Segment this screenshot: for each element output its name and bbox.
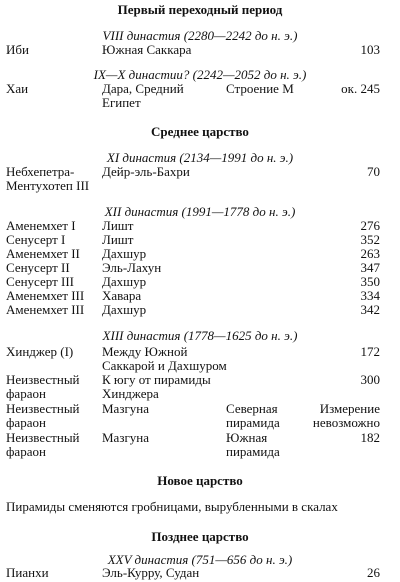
pyramid-location: Дахшур: [102, 302, 147, 317]
pyramid-location: Мазгуна: [102, 401, 150, 416]
pyramid-value: 276: [360, 218, 380, 233]
dynasty-heading-8: VIII династия (2280—2242 до н. э.): [102, 28, 298, 43]
dynasty-heading-13: XIII династия (1778—1625 до н. э.): [102, 328, 298, 343]
pyramid-location: Эль-Лахун: [102, 260, 162, 275]
dynasty-heading-9-10: IX—X династии? (2242—2052 до н. э.): [93, 67, 307, 82]
pharaoh-name: Неизвестный: [6, 372, 80, 387]
pharaoh-name-cont: фараон: [6, 415, 46, 430]
pharaoh-name: Хаи: [6, 81, 29, 96]
pyramid-location: Южная Саккара: [102, 42, 192, 57]
pharaoh-name-cont: Ментухотеп III: [6, 178, 90, 193]
pyramid-note-cont: пирамида: [226, 415, 280, 430]
dynasty-heading-25: XXV династия (751—656 до н. э.): [107, 552, 293, 567]
section-title-middle-kingdom: Среднее царство: [151, 124, 249, 139]
pyramid-location: Мазгуна: [102, 430, 150, 445]
pyramid-value: ок. 245: [341, 81, 380, 96]
pyramid-value: 70: [367, 164, 380, 179]
section-title-late-period: Позднее царство: [151, 529, 249, 544]
pyramid-value: 182: [360, 430, 380, 445]
pharaoh-name-cont: фараон: [6, 386, 46, 401]
pyramid-note: Южная: [226, 430, 268, 445]
pyramid-value: 334: [360, 288, 380, 303]
section-title-first-intermediate: Первый переходный период: [117, 2, 283, 17]
pyramid-note: Строение M: [226, 81, 294, 96]
pharaoh-name: Пианхи: [6, 565, 49, 580]
pharaoh-name: Сенусерт I: [6, 232, 66, 247]
pyramid-value: 263: [360, 246, 380, 261]
pyramid-location: Дейр-эль-Бахри: [102, 164, 190, 179]
pyramid-value-cont: невозможно: [312, 415, 380, 430]
pharaoh-name: Аменемхет II: [6, 246, 80, 261]
pyramid-location-cont: Египет: [102, 95, 141, 110]
pyramid-location-cont: Хинджера: [102, 386, 159, 401]
pyramid-value: Измерение: [319, 401, 380, 416]
pyramid-value: 352: [360, 232, 380, 247]
pyramid-note-cont: пирамида: [226, 444, 280, 459]
pyramid-value: 103: [360, 42, 380, 57]
dynasty-heading-12: XII династия (1991—1778 до н. э.): [104, 204, 296, 219]
pyramid-value: 26: [367, 565, 380, 580]
pharaoh-name: Иби: [6, 42, 29, 57]
pyramid-value: 172: [360, 344, 380, 359]
section-title-new-kingdom: Новое царство: [157, 473, 243, 488]
dynasty-heading-11: XI династия (2134—1991 до н. э.): [106, 150, 294, 165]
pyramid-location: Эль-Куpру, Судан: [102, 565, 200, 580]
pharaoh-name-cont: фараон: [6, 444, 46, 459]
pharaoh-name: Небхепетра-: [6, 164, 75, 179]
pyramid-location: Между Южной: [102, 344, 188, 359]
pharaoh-name: Неизвестный: [6, 401, 80, 416]
pyramid-location: Хавара: [102, 288, 142, 303]
pyramid-location-cont: Саккарой и Дахшуром: [102, 358, 227, 373]
pyramid-location: Лишт: [102, 232, 134, 247]
pyramid-value: 347: [360, 260, 380, 275]
pharaoh-name: Аменемхет III: [6, 288, 85, 303]
pharaoh-name: Аменемхет III: [6, 302, 85, 317]
new-kingdom-note: Пирамиды сменяются гробницами, вырубленными в скалах: [6, 499, 338, 514]
pyramid-note: Северная: [226, 401, 278, 416]
pyramid-location: Дара, Средний: [102, 81, 184, 96]
pyramid-location: Дахшур: [102, 274, 147, 289]
pharaoh-name: Неизвестный: [6, 430, 80, 445]
pharaoh-name: Сенусерт II: [6, 260, 70, 275]
pharaoh-name: Хинджер (I): [6, 344, 74, 359]
pharaoh-name: Сенусерт III: [6, 274, 75, 289]
pyramid-value: 342: [360, 302, 380, 317]
pyramid-value: 350: [360, 274, 380, 289]
pharaoh-name: Аменемхет I: [6, 218, 76, 233]
pyramid-value: 300: [360, 372, 380, 387]
pyramid-location: Лишт: [102, 218, 134, 233]
pyramid-location: К югу от пирамиды: [102, 372, 211, 387]
pyramid-location: Дахшур: [102, 246, 147, 261]
